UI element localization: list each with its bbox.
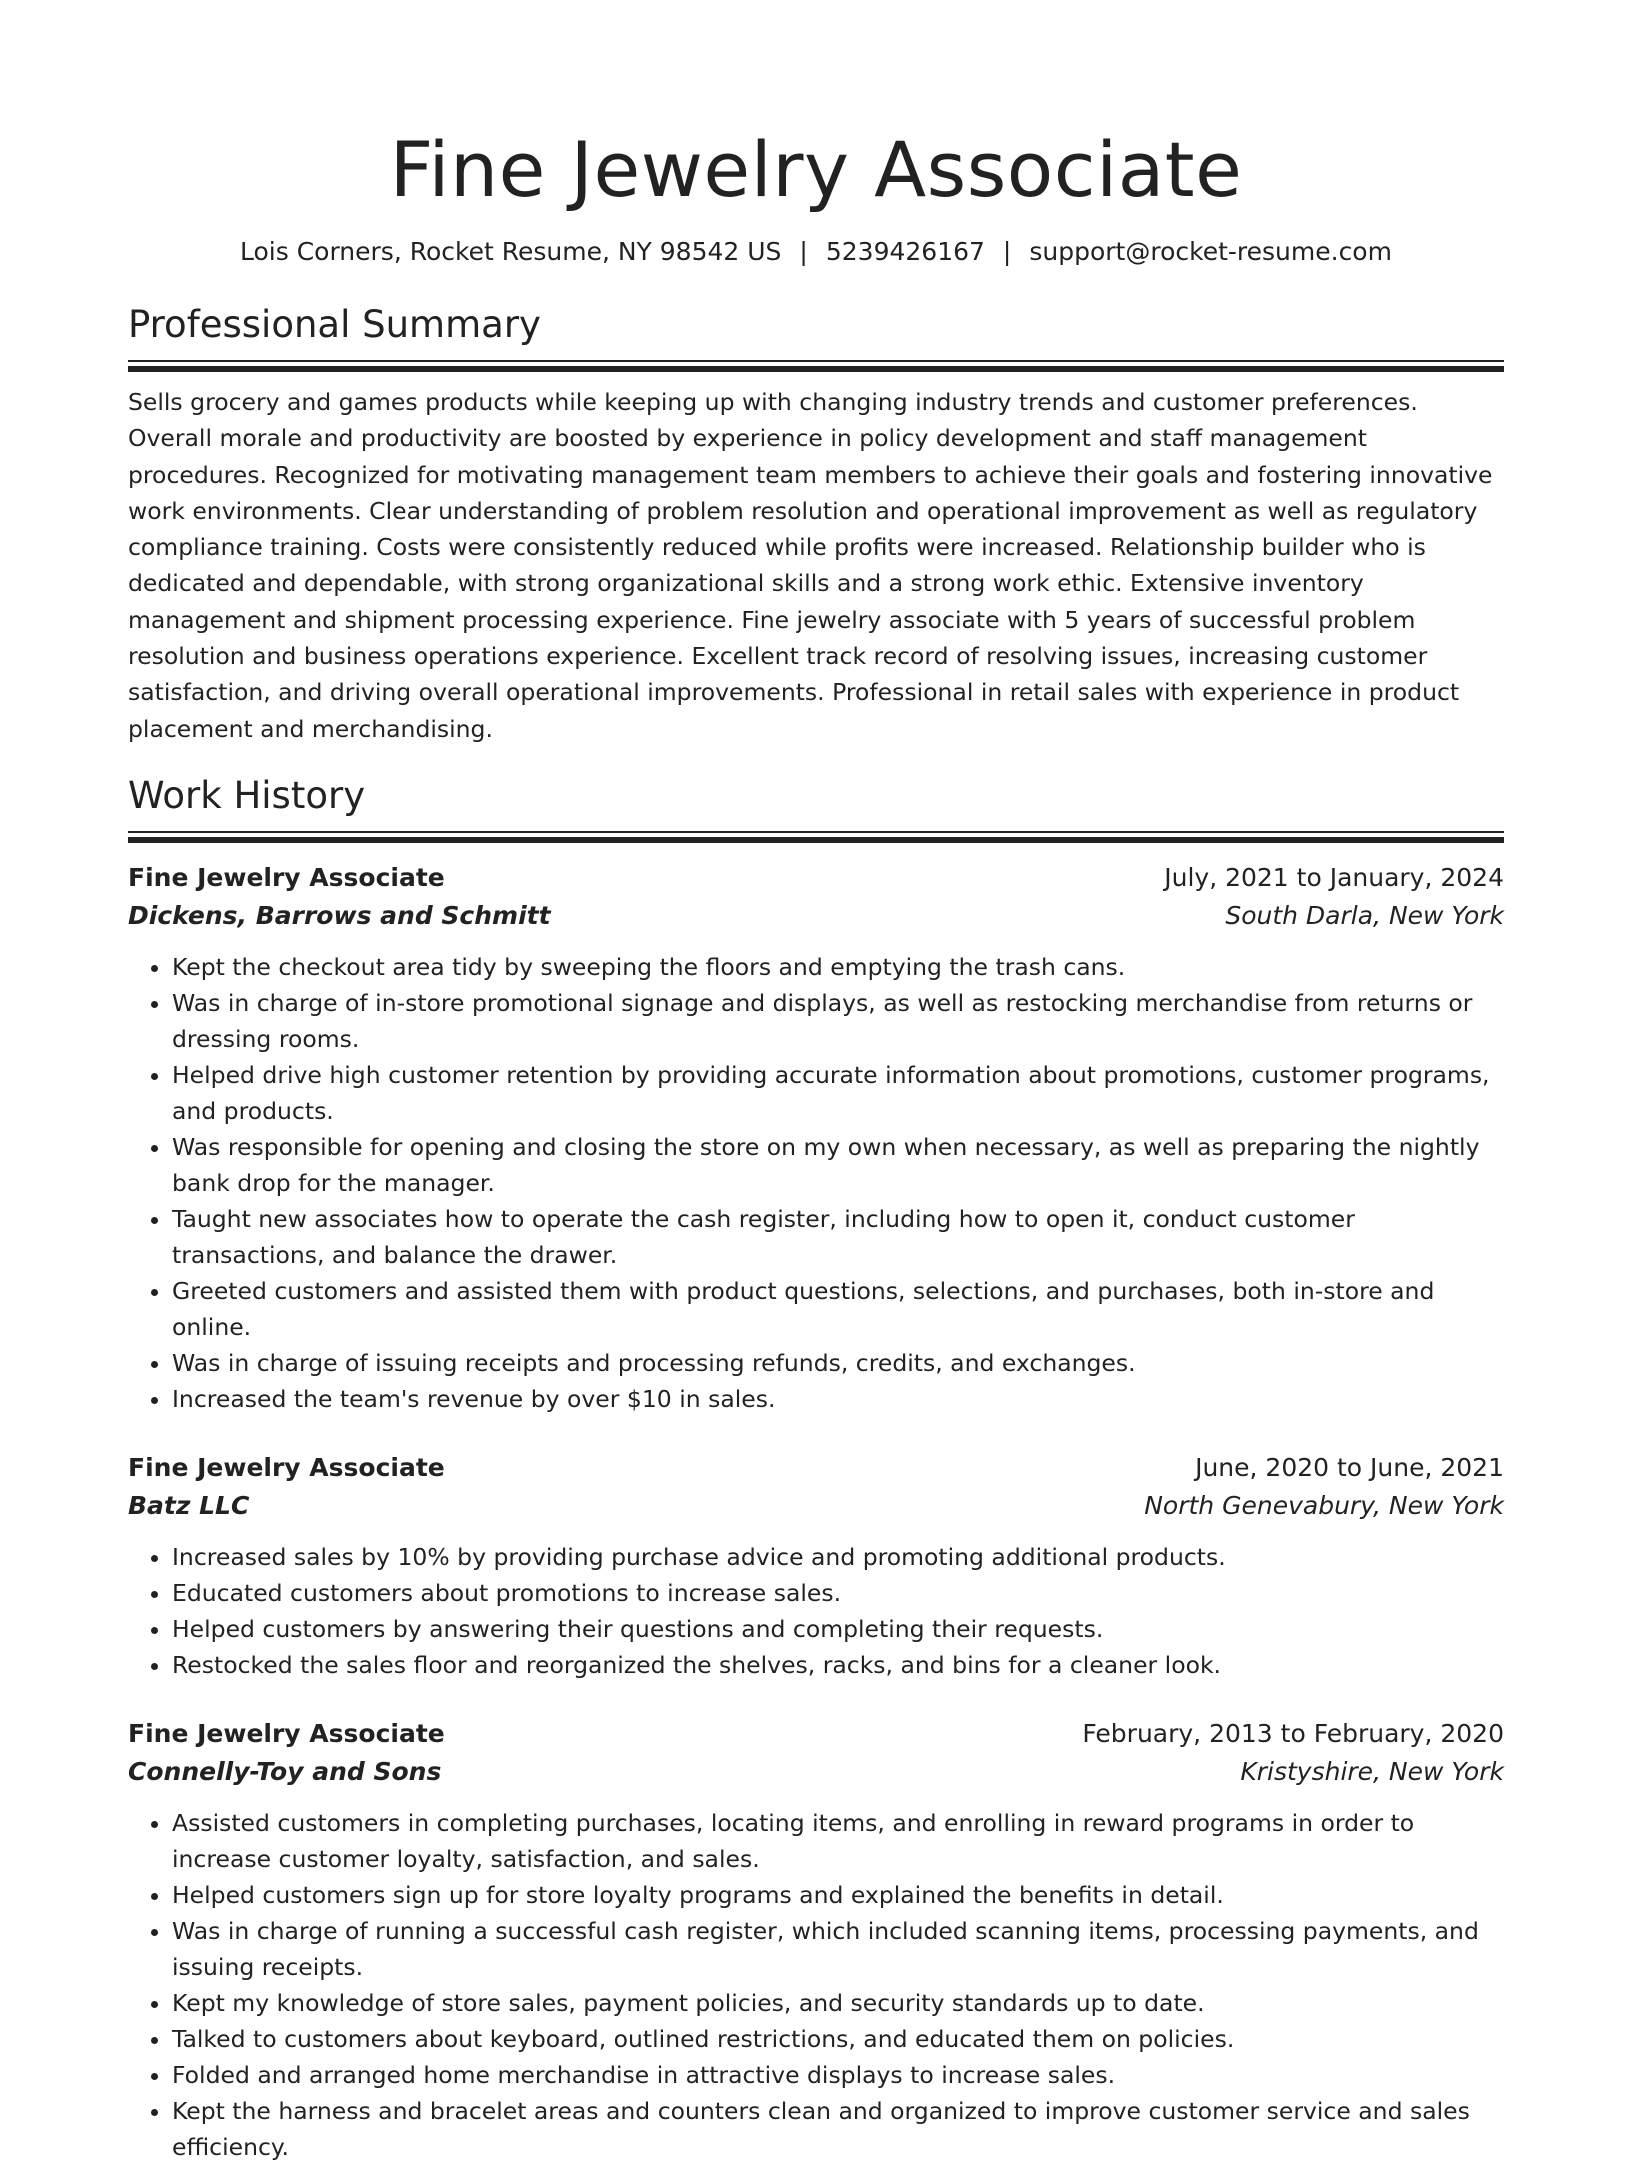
job-bullet: • Talked to customers about keyboard, outlined restrictions, and educated them on policies. xyxy=(172,2021,1504,2057)
job-location: North Genevabury, New York xyxy=(1144,1490,1504,1520)
job-bullet: • Was in charge of issuing receipts and processing refunds, credits, and exchanges. xyxy=(172,1345,1504,1381)
job-entry xyxy=(128,1715,1504,2165)
job-subheader xyxy=(128,1487,1504,1525)
job-bullet: • Assisted customers in completing purchases, locating items, and enrolling in reward programs in order to increase customer loyalty, satisfaction, and sales. xyxy=(172,1805,1504,1877)
contact-phone: 5239426167 xyxy=(825,237,985,266)
job-company: Batz LLC xyxy=(128,1490,250,1520)
summary-heading: Professional Summary xyxy=(128,303,541,346)
job-bullet: • Kept my knowledge of store sales, payment policies, and security standards up to date. xyxy=(172,1985,1504,2021)
job-bullet: • Kept the checkout area tidy by sweeping the floors and emptying the trash cans. xyxy=(172,949,1504,985)
job-title: Fine Jewelry Associate xyxy=(128,862,445,892)
job-company: Dickens, Barrows and Schmitt xyxy=(128,900,551,930)
job-subheader xyxy=(128,1753,1504,1791)
job-header xyxy=(128,859,1504,897)
job-header xyxy=(128,1449,1504,1487)
summary-text: Sells grocery and games products while keeping up with changing industry trends and customer preferences. Overall morale and productivity are boosted by experience in policy development and staff management procedures. Recognized for motivating management team members to achieve their goals and fostering innovative work environments. Clear understanding of problem resolution and operational improvement as well as regulatory compliance training. Costs were consistently reduced while profits were increased. Relationship builder who is dedicated and dependable, with strong organizational skills and a strong work ethic. Extensive inventory management and shipment processing experience. Fine jewelry associate with 5 years of successful problem resolution and business operations experience. Excellent track record of resolving issues, increasing customer satisfaction, and driving overall operational improvements. Professional in retail sales with experience in product placement and merchandising. xyxy=(128,388,1493,743)
job-title: Fine Jewelry Associate xyxy=(128,1718,445,1748)
job-bullets xyxy=(128,1539,1504,1683)
job-bullet: • Educated customers about promotions to increase sales. xyxy=(172,1575,1504,1611)
section-divider xyxy=(128,831,1504,843)
job-bullet: • Helped drive high customer retention by providing accurate information about promotions, customer programs, and products. xyxy=(172,1057,1504,1129)
resume-title: Fine Jewelry Associate xyxy=(389,125,1243,214)
job-entry xyxy=(128,1449,1504,1683)
job-bullet: • Increased the team's revenue by over $10 in sales. xyxy=(172,1381,1504,1417)
job-bullets xyxy=(128,1805,1504,2165)
job-title: Fine Jewelry Associate xyxy=(128,1452,445,1482)
job-bullet: • Taught new associates how to operate the cash register, including how to open it, conduct customer transactions, and balance the drawer. xyxy=(172,1201,1504,1273)
job-dates: June, 2020 to June, 2021 xyxy=(1195,1452,1504,1482)
section-divider xyxy=(128,360,1504,372)
work-history-section xyxy=(128,773,1504,2165)
job-bullet: • Increased sales by 10% by providing purchase advice and promoting additional products. xyxy=(172,1539,1504,1575)
job-header xyxy=(128,1715,1504,1753)
job-bullet: • Restocked the sales floor and reorganized the shelves, racks, and bins for a cleaner look. xyxy=(172,1647,1504,1683)
job-bullet: • Helped customers sign up for store loyalty programs and explained the benefits in detail. xyxy=(172,1877,1504,1913)
contact-separator: | xyxy=(799,237,808,266)
contact-separator: | xyxy=(1002,237,1012,266)
resume-page xyxy=(128,0,1504,2165)
job-bullet: • Folded and arranged home merchandise in attractive displays to increase sales. xyxy=(172,2057,1504,2093)
job-dates: February, 2013 to February, 2020 xyxy=(1082,1718,1504,1748)
work-history-heading: Work History xyxy=(128,773,366,817)
job-bullets xyxy=(128,949,1504,1417)
contact-line xyxy=(128,236,1504,268)
job-dates: July, 2021 to January, 2024 xyxy=(1164,862,1504,892)
job-bullet: • Was in charge of in-store promotional signage and displays, as well as restocking merchandise from returns or dressing rooms. xyxy=(172,985,1504,1057)
job-bullet: • Greeted customers and assisted them with product questions, selections, and purchases, both in-store and online. xyxy=(172,1273,1504,1345)
job-location: Kristyshire, New York xyxy=(1240,1756,1504,1786)
contact-email: support@rocket-resume.com xyxy=(1029,237,1392,266)
contact-address: Lois Corners, Rocket Resume, NY 98542 US xyxy=(240,237,782,266)
job-subheader xyxy=(128,897,1504,935)
summary-section xyxy=(128,302,1504,747)
job-location: South Darla, New York xyxy=(1225,900,1504,930)
job-entry xyxy=(128,859,1504,1417)
job-bullet: • Was responsible for opening and closing the store on my own when necessary, as well as preparing the nightly bank drop for the manager. xyxy=(172,1129,1504,1201)
job-bullet: • Kept the harness and bracelet areas and counters clean and organized to improve customer service and sales efficiency. xyxy=(172,2093,1504,2165)
job-bullet: • Was in charge of running a successful cash register, which included scanning items, processing payments, and issuing receipts. xyxy=(172,1913,1504,1985)
job-company: Connelly-Toy and Sons xyxy=(128,1756,442,1786)
job-bullet: • Helped customers by answering their questions and completing their requests. xyxy=(172,1611,1504,1647)
